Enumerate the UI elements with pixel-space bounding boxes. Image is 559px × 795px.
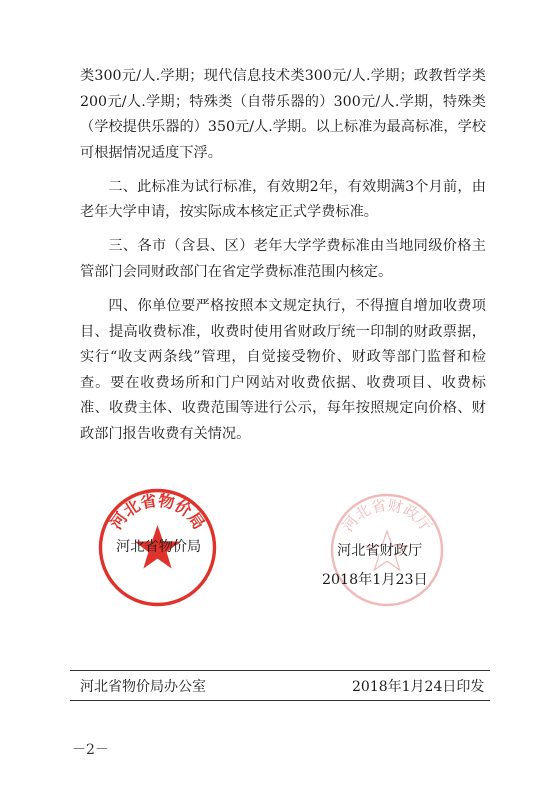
signature-price-bureau: 河北省物价局 [116, 539, 202, 555]
footer-rule-bottom [70, 700, 490, 701]
signature-finance-dept: 河北省财政厅 [337, 543, 423, 559]
footer-rule-top [70, 670, 490, 671]
paragraph-fee-standards: 类300元/人.学期；现代信息技术类300元/人.学期；政教哲学类200元/人.学期；特殊类（自带乐器的）300元/人.学期，特殊类（学校提供乐器的）350元/人.学期。以上标准为最高标准，学校可根据情况适度下浮。 [80, 68, 486, 161]
signature-date: 2018年1月23日 [322, 572, 428, 588]
paragraph-local-standards: 三、各市（含县、区）老年大学学费标准由当地同级价格主管部门会同财政部门在省定学费标准范围内核定。 [80, 238, 486, 280]
footer-issuing-office: 河北省物价局办公室 [80, 679, 206, 695]
footer-print-date: 2018年1月24日印发 [352, 679, 485, 695]
seal-arc-text: 河北省物价局 [106, 490, 209, 533]
seal-arc-text: 河北省财政厅 [338, 496, 436, 536]
page-number: －2－ [72, 742, 109, 758]
document-body [80, 64, 486, 447]
paragraph-compliance: 四、你单位要严格按照本文规定执行，不得擅自增加收费项目、提高收费标准，收费时使用省财政厅统一印制的财政票据，实行“收支两条线”管理，自觉接受物价、财政等部门监督和检查。要在收费场所和门户网站对收费依据、收费项目、收费标准、收费主体、收费范围等进行公示，每年按照规定向价格、财政部门报告收费有关情况。 [80, 297, 486, 442]
paragraph-trial-standard: 二、此标准为试行标准，有效期2年，有效期满3个月前，由老年大学申请，按实际成本核定正式学费标准。 [80, 178, 486, 221]
